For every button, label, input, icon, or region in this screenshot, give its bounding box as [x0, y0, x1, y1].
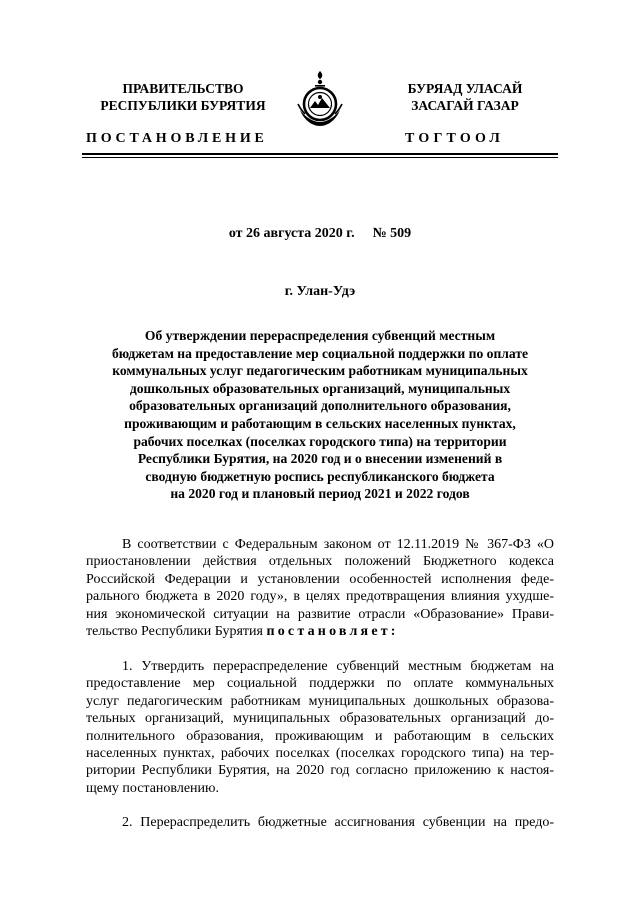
paragraph-line: ния экономической ситуации на развитие отрасли «Образование» Прави-	[86, 606, 554, 622]
title-line: дошкольных образовательных организаций, муниципальных	[129, 380, 511, 396]
decree-title-russian: ПОСТАНОВЛЕНИЕ	[86, 131, 268, 146]
title-line: Об утверждении перераспределения субвенций местным	[144, 328, 496, 343]
title-line: на 2020 год и плановый период 2021 и 2022 годов	[170, 486, 470, 502]
title-line: рабочих поселках (поселках городского типа) на территории	[133, 433, 507, 449]
paragraph-line: полнительного образования, проживающим и работающим в сельских	[86, 728, 554, 744]
paragraph-line: услуг педагогическим работникам муниципальных дошкольных образова-	[86, 693, 554, 709]
paragraph-line: 1. Утвердить перераспределение субвенций местным бюджетам на	[122, 659, 554, 674]
header-right	[380, 80, 550, 114]
paragraph-line: В соответствии с Федеральным законом от 12.11.2019 № 367-ФЗ «О	[122, 537, 554, 552]
title-line: бюджетам на предоставление мер социальной поддержки по оплате	[111, 345, 529, 361]
paragraph-line: предоставление мер социальной поддержки по оплате коммунальных	[86, 676, 554, 692]
date-and-number	[0, 226, 640, 242]
paragraph-line: тельных организаций, муниципальных образовательных организаций до-	[86, 711, 554, 727]
paragraph-line: 2. Перераспределить бюджетные ассигнования субвенции на предо-	[122, 815, 554, 830]
header-right-line-1: БУРЯАД УЛАСАЙ	[407, 81, 523, 96]
header-right-line-2: ЗАСАГАЙ ГАЗАР	[411, 98, 519, 113]
header-left	[78, 80, 288, 114]
paragraph-line: Российской Федерации и установлении особенностей исполнения феде-	[86, 571, 554, 587]
title-line: проживающим и работающим в сельских населенных пунктах,	[124, 415, 516, 431]
paragraph-line: приостановлении действия отдельных положений Бюджетного кодекса	[86, 554, 554, 570]
paragraph-line: щему постановлению.	[86, 780, 219, 796]
decree-number: № 509	[372, 226, 412, 241]
paragraph-preamble	[86, 536, 554, 640]
decree-date: от 26 августа 2020 г.	[228, 226, 355, 241]
title-line: Республики Бурятия, на 2020 год и о внесении изменений в	[137, 451, 503, 467]
paragraph-item-1	[86, 658, 554, 797]
header-rule-thick	[82, 153, 558, 155]
title-line: сводную бюджетную роспись республиканского бюджета	[145, 468, 495, 484]
resolves-emphasis: постановляет:	[266, 624, 399, 640]
document-title	[110, 327, 530, 503]
header-left-line-2: РЕСПУБЛИКИ БУРЯТИЯ	[100, 98, 266, 113]
city: г. Улан-Удэ	[284, 284, 356, 299]
paragraph-item-2	[86, 814, 554, 831]
decree-title-buryat: ТОГТООЛ	[405, 131, 505, 146]
republic-of-buryatia-emblem-icon	[296, 70, 344, 128]
paragraph-line	[86, 623, 554, 640]
paragraph-line: рального бюджета в 2020 году», в целях предотвращения влияния ухудше-	[86, 589, 554, 605]
header-left-line-1: ПРАВИТЕЛЬСТВО	[122, 81, 244, 96]
title-line: коммунальных услуг педагогическим работникам муниципальных	[112, 363, 528, 379]
paragraph-line: населенных пунктах, рабочих поселках (поселках городского типа) на тер-	[86, 746, 554, 762]
paragraph-line-text: тельство Республики Бурятия	[86, 624, 267, 640]
header-rule-thin	[82, 157, 558, 158]
paragraph-line: ритории Республики Бурятия, на 2020 год согласно приложению к настоя-	[86, 763, 554, 779]
title-line: образовательных организаций дополнительного образования,	[129, 398, 511, 414]
